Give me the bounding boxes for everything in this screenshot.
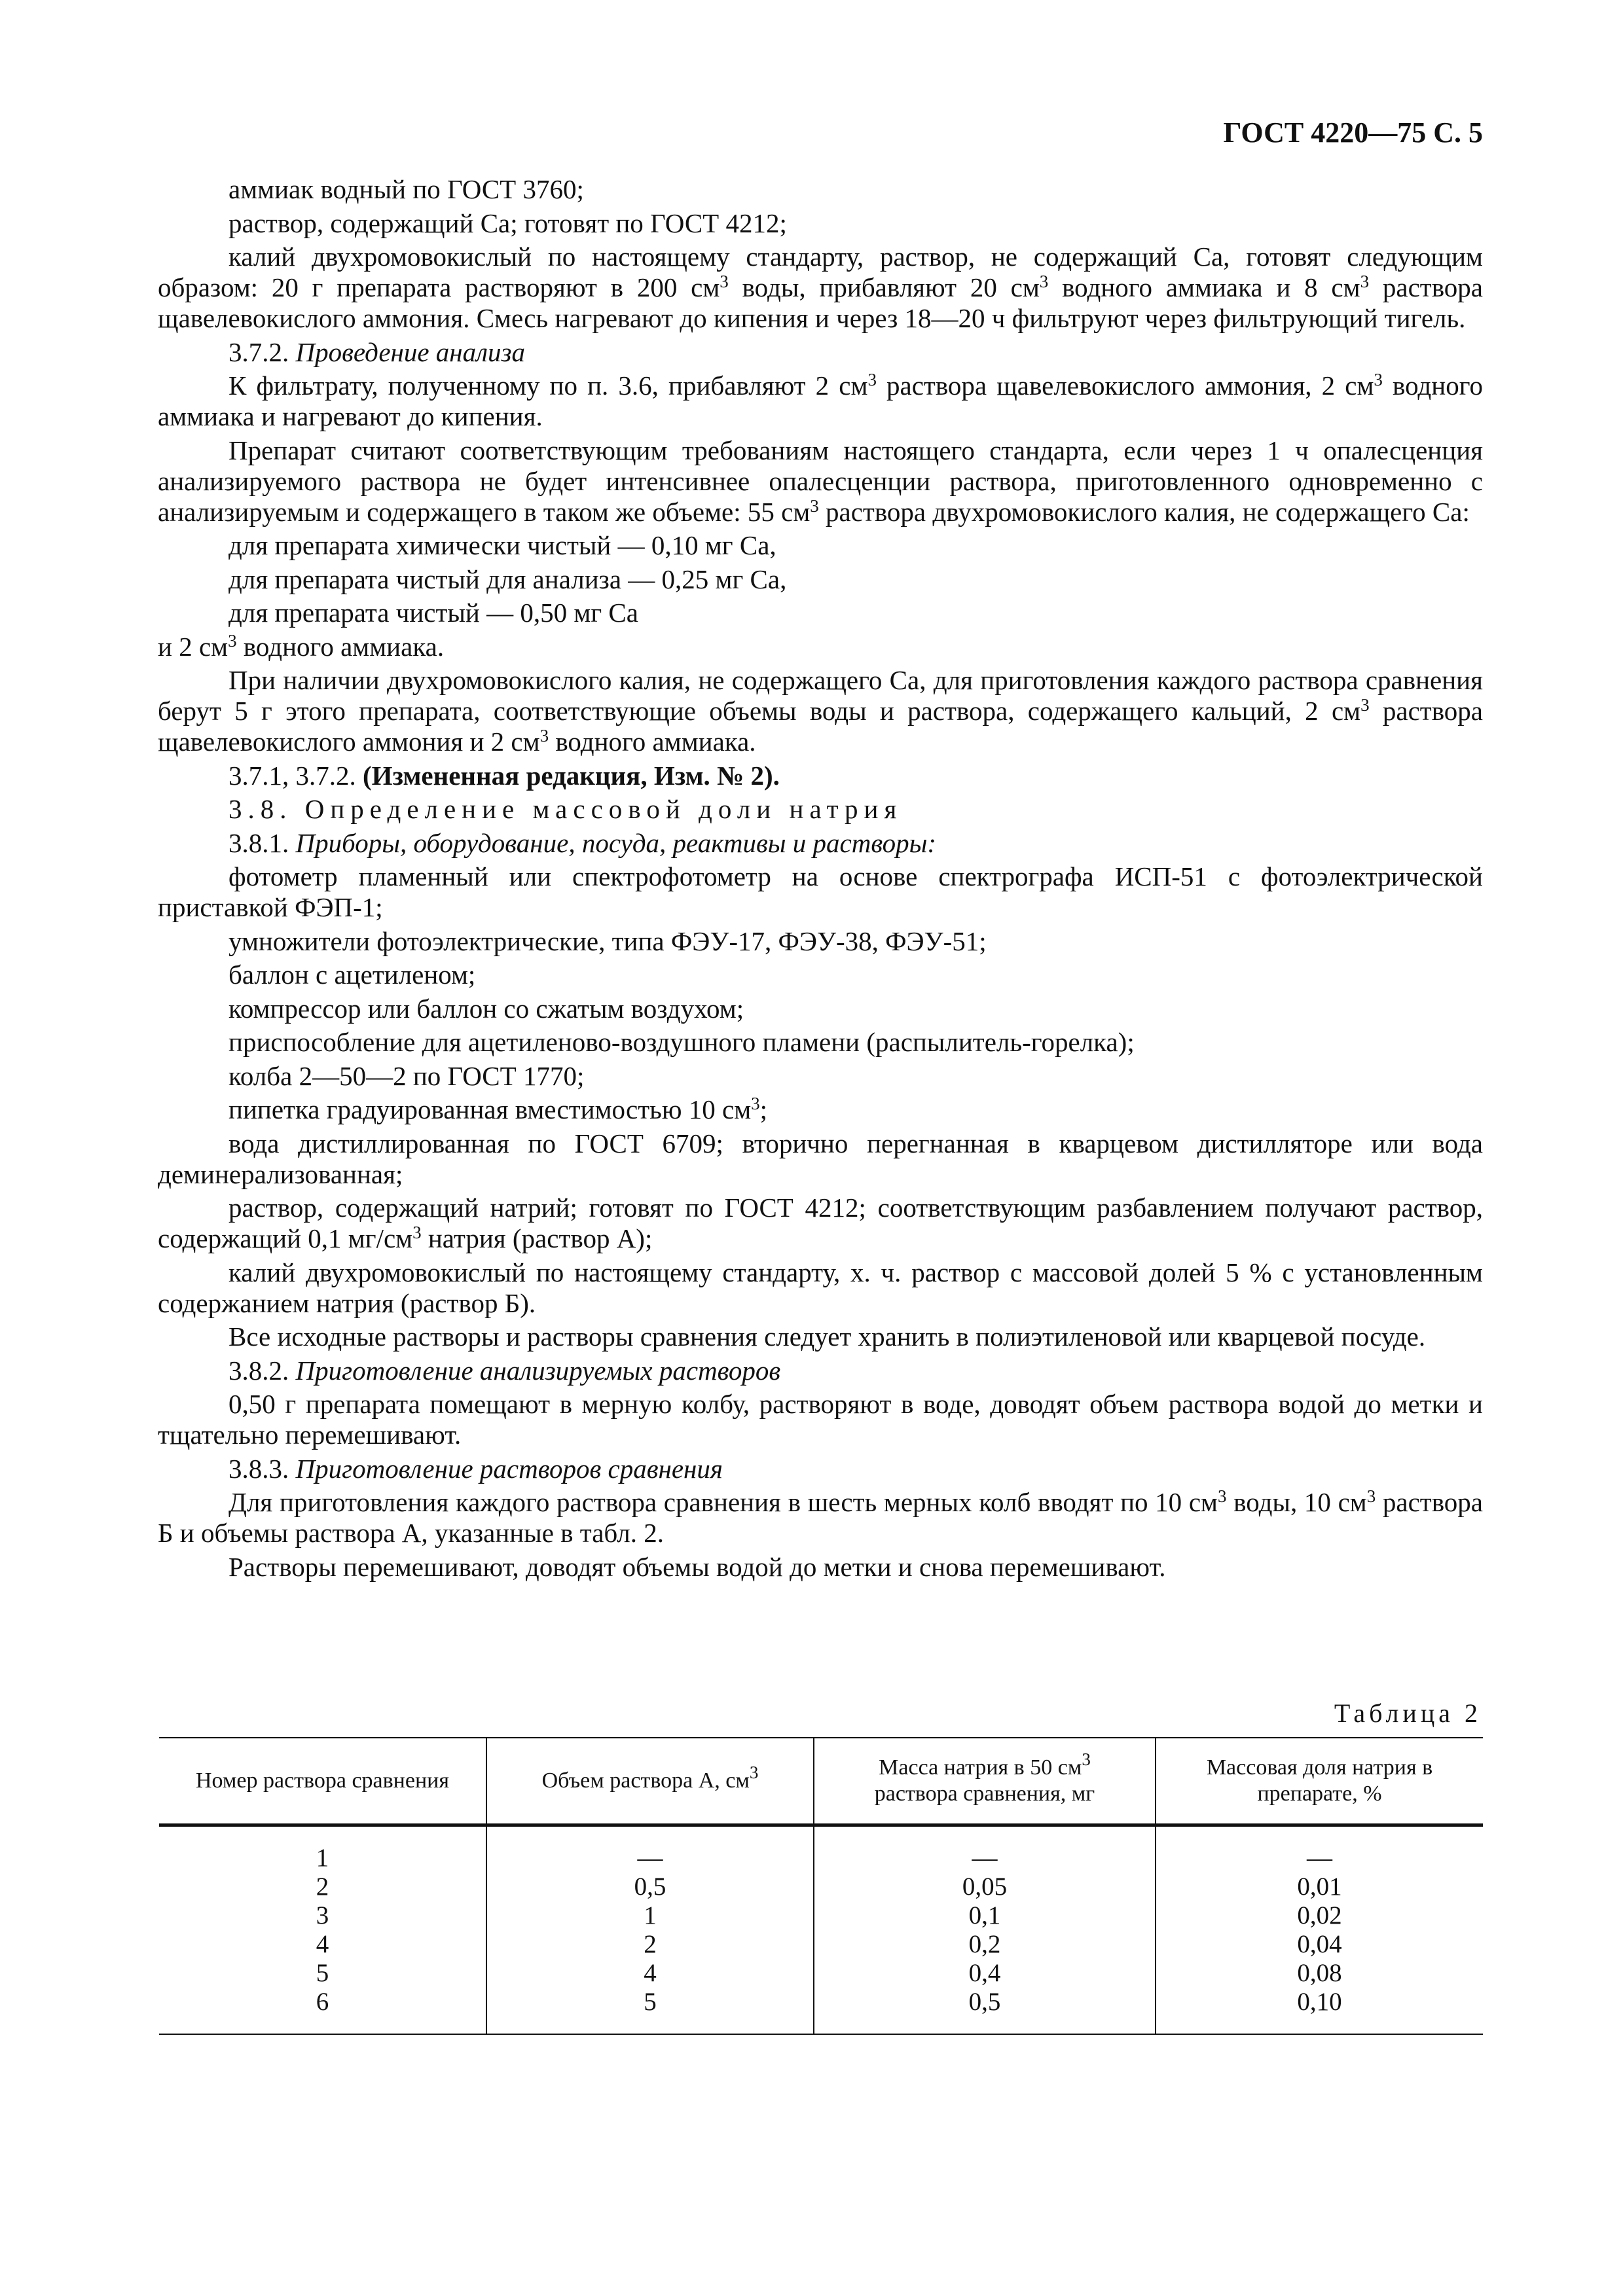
table-cell: 2	[316, 1873, 329, 1901]
section-number: 3.8.3.	[228, 1453, 289, 1484]
superscript: 3	[1360, 695, 1370, 715]
column-header: Массовая доля натрия в препарате, %	[1156, 1738, 1483, 1825]
text: При наличии двухромовокислого калия, не содержащего Са, для приготовления каждого раствора сравнения берут 5 г этого препарата, соответствующие объемы воды и раствора, содержащего кальций, 2 см	[158, 665, 1483, 726]
table-cell: 4	[316, 1930, 329, 1958]
superscript: 3	[1366, 1486, 1376, 1506]
text: ;	[759, 1094, 768, 1124]
header-text: Масса натрия в 50 см	[879, 1755, 1082, 1780]
text: воды, прибавляют 20 см	[728, 272, 1040, 302]
text: Для приготовления каждого раствора сравнения в шесть мерных колб вводят по 10 см	[228, 1487, 1218, 1517]
section-heading-3-8: 3.8. Определение массовой доли натрия	[228, 794, 903, 824]
text: натрия (раствор А);	[421, 1223, 653, 1253]
table-cell: 3	[316, 1901, 329, 1929]
text: для препарата чистый для анализа — 0,25 мг Са,	[228, 564, 787, 594]
section-heading-3-8-1	[158, 828, 1483, 859]
text: аммиак водный по ГОСТ 3760;	[228, 174, 584, 204]
table-cell: 0,2	[814, 1930, 1156, 1959]
table-cell: 0,01	[1156, 1873, 1483, 1901]
section-title: Проведение анализа	[295, 336, 526, 367]
table-cell: 5	[316, 1959, 329, 1987]
table-cell: 1	[486, 1901, 814, 1930]
superscript: 3	[1374, 370, 1383, 389]
equipment-item	[158, 1094, 1483, 1125]
table-row	[159, 1930, 1483, 1959]
section-heading-3-8-2	[158, 1355, 1483, 1386]
equipment-item: калий двухромовокислый по настоящему стандарту, х. ч. раствор с массовой долей 5 % с установленным содержанием натрия (раствор Б).	[158, 1257, 1483, 1318]
table-cell: 0,4	[814, 1959, 1156, 1988]
table-row	[159, 1901, 1483, 1930]
text: раствора Б и объемы раствора А, указанные в табл. 2.	[158, 1487, 1483, 1548]
equipment-item: колба 2—50—2 по ГОСТ 1770;	[228, 1060, 585, 1091]
table-row	[159, 1959, 1483, 1988]
section-number: 3.7.2.	[228, 336, 289, 367]
revision-note	[158, 761, 1483, 791]
section-heading-3-7-2	[158, 337, 1483, 368]
body-text	[158, 174, 1483, 1585]
section-title: Приготовление анализируемых растворов	[295, 1355, 781, 1386]
superscript: 3	[1039, 272, 1049, 291]
column-header: Номер раствора сравнения	[159, 1738, 486, 1825]
superscript: 3	[749, 1763, 759, 1782]
table-cell: 4	[486, 1959, 814, 1988]
text: раствора двухромовокислого калия, не содержащего Са:	[818, 496, 1470, 527]
text: для препарата чистый — 0,50 мг Са	[228, 598, 638, 628]
superscript: 3	[539, 726, 549, 745]
text: водного аммиака и 8 см	[1048, 272, 1360, 302]
paragraph	[158, 174, 1483, 205]
superscript: 3	[412, 1223, 422, 1242]
text: и 2 см	[158, 631, 228, 662]
list-item	[158, 598, 1483, 628]
superscript: 3	[810, 495, 819, 516]
superscript: 3	[720, 272, 729, 291]
section-heading-3-8-3	[158, 1454, 1483, 1484]
superscript: 3	[1360, 272, 1370, 291]
revision-text: (Измененная редакция, Изм. № 2).	[363, 760, 780, 791]
text: водного аммиака.	[549, 726, 756, 757]
superscript: 3	[751, 1094, 760, 1113]
table-cell: 0,10	[1156, 1988, 1483, 2034]
section-number: 3.7.1, 3.7.2.	[228, 760, 356, 791]
list-item	[158, 632, 1483, 662]
equipment-item: вода дистиллированная по ГОСТ 6709; вторично перегнанная в кварцевом дистилляторе или вода деминерализованная;	[158, 1128, 1483, 1189]
table-cell: 0,04	[1156, 1930, 1483, 1959]
list-item	[158, 530, 1483, 561]
table-cell: 0,08	[1156, 1959, 1483, 1988]
table-cell: 1	[316, 1844, 329, 1872]
table-cell: 0,02	[1156, 1901, 1483, 1930]
superscript: 3	[228, 630, 237, 651]
section-number: 3.8.1.	[228, 827, 289, 858]
column-header	[814, 1738, 1156, 1825]
table-row	[159, 1873, 1483, 1901]
section-title: Приборы, оборудование, посуда, реактивы и растворы:	[295, 827, 937, 858]
section-number: 3.8.2.	[228, 1355, 289, 1386]
table-row	[159, 1825, 1483, 1873]
table-cell: 2	[486, 1930, 814, 1959]
table-cell: 0,05	[814, 1873, 1156, 1901]
equipment-item: баллон с ацетиленом;	[228, 960, 476, 990]
table-cell: —	[1156, 1825, 1483, 1873]
paragraph	[158, 665, 1483, 757]
paragraph: Растворы перемешивают, доводят объемы водой до метки и снова перемешивают.	[228, 1551, 1166, 1582]
equipment-item	[158, 1193, 1483, 1254]
text: раствора щавелевокислого аммония. Смесь нагревают до кипения и через 18—20 ч фильтруют через фильтрующий тигель.	[158, 272, 1483, 333]
equipment-item: фотометр пламенный или спектрофотометр на основе спектрографа ИСП-51 с фотоэлектрической приставкой ФЭП-1;	[158, 861, 1483, 922]
header-text: раствора сравнения, мг	[874, 1782, 1095, 1806]
text: раствора щавелевокислого аммония, 2 см	[876, 370, 1374, 401]
text: раствор, содержащий натрий; готовят по ГОСТ 4212; соответствующим разбавлением получают раствор, содержащий 0,1 мг/см	[158, 1193, 1483, 1253]
equipment-item: компрессор или баллон со сжатым воздухом;	[228, 993, 744, 1024]
table-cell: 0,1	[814, 1901, 1156, 1930]
table-cell: 0,5	[486, 1873, 814, 1901]
table-cell: —	[814, 1825, 1156, 1873]
paragraph: Все исходные растворы и растворы сравнения следует хранить в полиэтиленовой или кварцевой посуде.	[228, 1321, 1426, 1352]
text: пипетка градуированная вместимостью 10 см	[228, 1094, 752, 1124]
paragraph	[158, 242, 1483, 334]
superscript: 3	[867, 370, 877, 389]
running-header: ГОСТ 4220—75 С. 5	[1223, 117, 1483, 149]
table-cell: 5	[486, 1988, 814, 2034]
paragraph	[158, 208, 1483, 239]
table-cell: 6	[159, 1988, 486, 2034]
column-header	[486, 1738, 814, 1825]
paragraph	[158, 1487, 1483, 1549]
table-caption: Таблица 2	[1334, 1698, 1482, 1728]
equipment-item: приспособление для ацетиленово-воздушного пламени (распылитель-горелка);	[228, 1027, 1135, 1057]
paragraph	[158, 435, 1483, 528]
header-text: Объем раствора А, см	[541, 1768, 750, 1793]
superscript: 3	[1218, 1486, 1227, 1506]
text: Препарат считают соответствующим требованиям настоящего стандарта, если через 1 ч опалесценция анализируемого раствора не будет интенсивнее опалесценции раствора, приготовленного одновременно с анализируемым и содержащего в таком же объеме: 55 см	[158, 435, 1483, 527]
equipment-item: умножители фотоэлектрические, типа ФЭУ-17, ФЭУ-38, ФЭУ-51;	[228, 925, 987, 956]
paragraph	[158, 370, 1483, 432]
table-row	[159, 1988, 1483, 2034]
section-title: Приготовление растворов сравнения	[295, 1453, 723, 1484]
text: водного аммиака.	[236, 631, 445, 662]
superscript: 3	[1082, 1749, 1091, 1769]
text: раствор, содержащий Са; готовят по ГОСТ 4212;	[228, 207, 787, 238]
text: водного аммиака и нагревают до кипения.	[158, 370, 1484, 431]
table-cell: —	[486, 1825, 814, 1873]
text: для препарата химически чистый — 0,10 мг Са,	[228, 530, 776, 560]
table-2	[159, 1737, 1483, 2035]
paragraph: 0,50 г препарата помещают в мерную колбу, растворяют в воде, доводят объем раствора водой до метки и тщательно перемешивают.	[158, 1389, 1483, 1450]
list-item	[158, 564, 1483, 595]
text: воды, 10 см	[1226, 1487, 1367, 1517]
text: раствора щавелевокислого аммония и 2 см	[158, 696, 1483, 757]
table-cell: 0,5	[814, 1988, 1156, 2034]
table-header-row	[159, 1738, 1483, 1825]
text: калий двухромовокислый по настоящему стандарту, раствор, не содержащий Са, готовят следующим образом: 20 г препарата растворяют в 200 см	[158, 242, 1483, 302]
text: К фильтрату, полученному по п. 3.6, прибавляют 2 см	[228, 370, 868, 401]
